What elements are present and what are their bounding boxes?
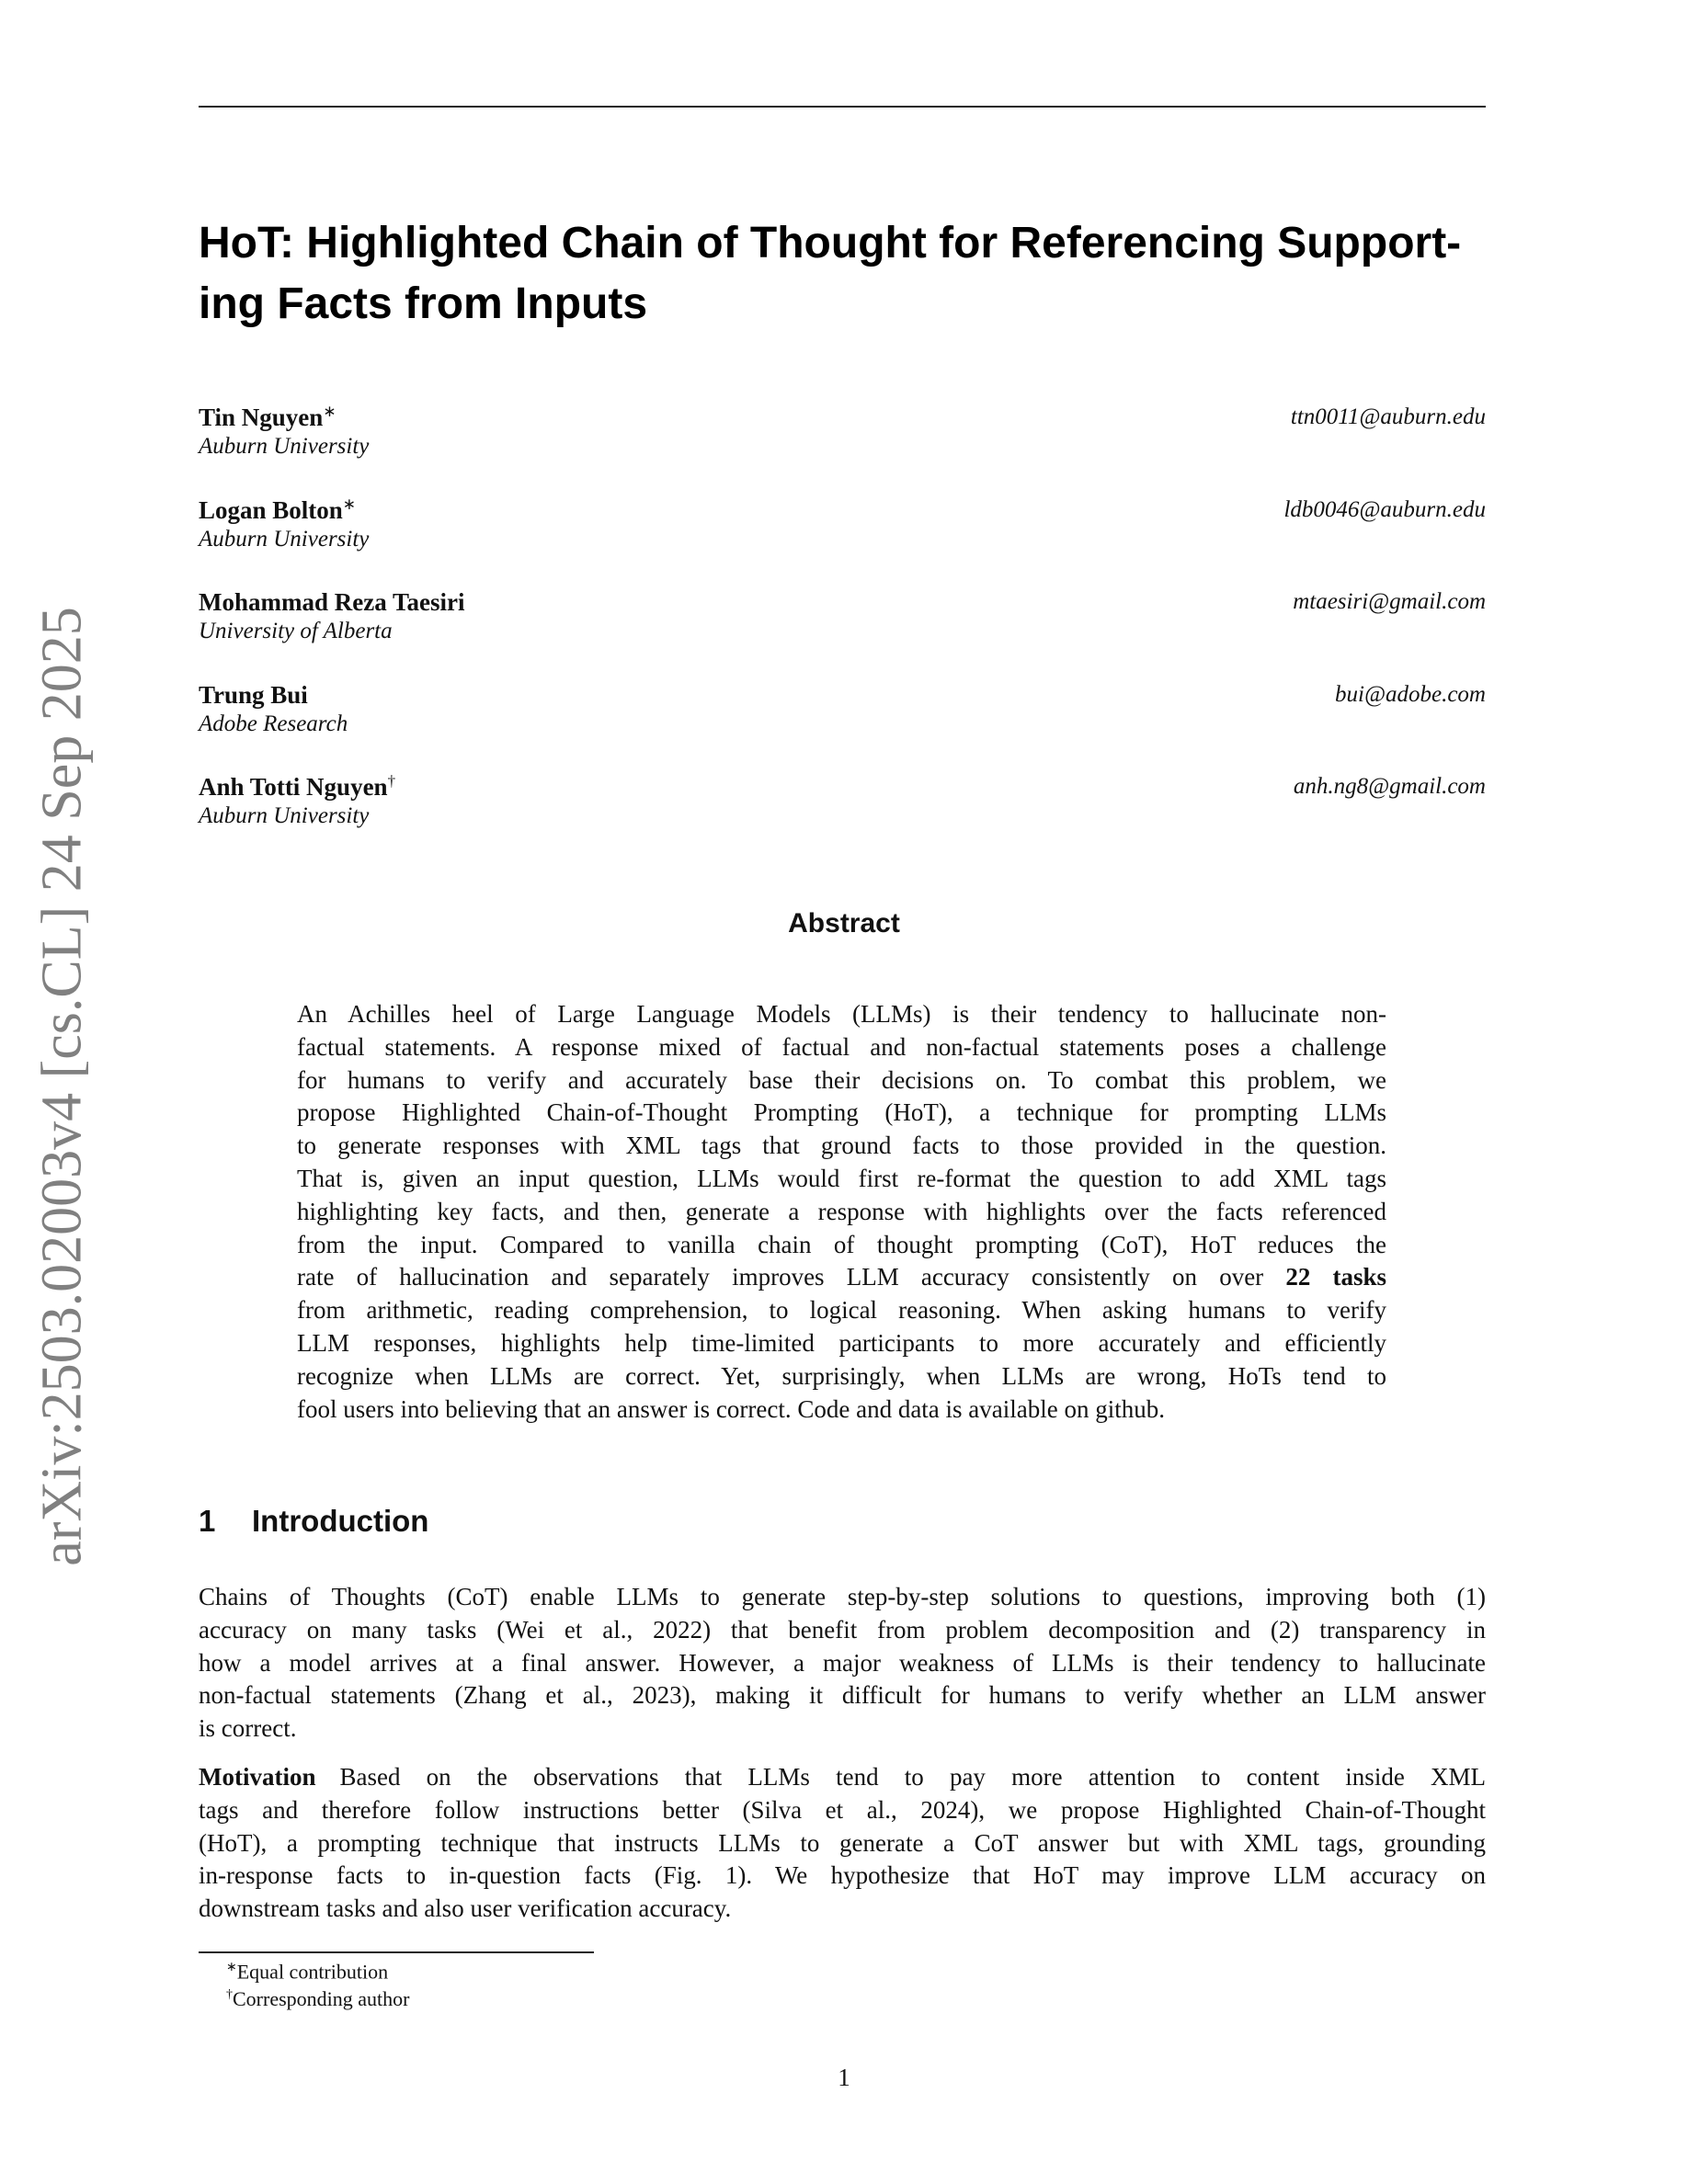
footnote	[226, 1987, 409, 2011]
author-mark: †	[387, 772, 396, 790]
author-name	[199, 403, 336, 432]
author-name	[199, 772, 395, 802]
abstract-line: recognize when LLMs are correct. Yet, surprisingly, when LLMs are wrong, HoTs tend to	[297, 1361, 1386, 1390]
author-block	[199, 680, 1486, 745]
page-number: 1	[838, 2064, 850, 2091]
author-email[interactable]: mtaesiri@gmail.com	[1293, 589, 1486, 614]
intro-line: accuracy on many tasks (Wei et al., 2022) that benefit from problem decomposition and (2) transparency in	[199, 1615, 1486, 1644]
footnote-mark: ∗	[226, 1961, 237, 1974]
author-affiliation: Adobe Research	[199, 711, 348, 736]
abstract-line: for humans to verify and accurately base their decisions on. To combat this problem, we	[297, 1065, 1386, 1094]
paper-title	[199, 213, 1495, 335]
motivation-label: Motivation	[199, 1763, 316, 1791]
motivation-line	[199, 1761, 1486, 1794]
author-name-text: Anh Totti Nguyen	[199, 773, 388, 801]
author-affiliation: Auburn University	[199, 434, 370, 459]
abstract-line	[297, 1261, 1386, 1294]
author-block	[199, 772, 1486, 836]
author-name	[199, 587, 465, 617]
abstract-line: from the input. Compared to vanilla chain of thought prompting (CoT), HoT reduces the	[297, 1230, 1386, 1258]
intro-line: is correct.	[199, 1714, 297, 1743]
author-affiliation: Auburn University	[199, 803, 370, 828]
author-block	[199, 587, 1486, 652]
abstract-line: That is, given an input question, LLMs would first re-format the question to add XML tags	[297, 1164, 1386, 1192]
motivation-line: downstream tasks and also user verification accuracy.	[199, 1894, 732, 1923]
abstract-body	[297, 998, 1386, 1426]
footnote-mark: †	[226, 1987, 233, 2002]
author-name	[199, 495, 356, 525]
author-email[interactable]: ldb0046@auburn.edu	[1283, 496, 1486, 522]
abstract-line: propose Highlighted Chain-of-Thought Prompting (HoT), a technique for prompting LLMs	[297, 1098, 1386, 1127]
abstract-line: to generate responses with XML tags that ground facts to those provided in the question.	[297, 1132, 1386, 1160]
abstract-line: An Achilles heel of Large Language Models (LLMs) is their tendency to hallucinate non-	[297, 1000, 1386, 1028]
author-name-text: Logan Bolton	[199, 495, 343, 524]
abstract-heading: Abstract	[788, 908, 900, 938]
author-affiliation: Auburn University	[199, 526, 370, 552]
intro-line: Chains of Thoughts (CoT) enable LLMs to generate step-by-step solutions to questions, improving both (1)	[199, 1583, 1486, 1610]
motivation-text: Based on the observations that LLMs tend to pay more attention to content inside XML	[339, 1763, 1486, 1791]
abstract-line: from arithmetic, reading comprehension, to logical reasoning. When asking humans to verify	[297, 1296, 1386, 1325]
author-block	[199, 403, 1486, 467]
intro-paragraph	[199, 1581, 1486, 1746]
intro-line: non-factual statements (Zhang et al., 2023), making it difficult for humans to verify whether an LLM answer	[199, 1681, 1486, 1710]
author-mark: ∗	[323, 403, 336, 420]
abstract-text: rate of hallucination and separately improves LLM accuracy consistently on over	[297, 1263, 1286, 1291]
abstract-line: LLM responses, highlights help time-limited participants to more accurately and efficiently	[297, 1328, 1386, 1357]
author-mark: ∗	[342, 495, 357, 513]
author-block	[199, 495, 1486, 560]
author-name	[199, 680, 308, 710]
author-affiliation: University of Alberta	[199, 619, 393, 643]
author-email[interactable]: ttn0011@auburn.edu	[1290, 404, 1486, 429]
title-line: ing Facts from Inputs	[199, 279, 648, 328]
abstract-line: highlighting key facts, and then, generate a response with highlights over the facts referenced	[297, 1197, 1386, 1225]
title-line: HoT: Highlighted Chain of Thought for Referencing Support-	[199, 219, 1462, 267]
author-name-text: Trung Bui	[199, 680, 308, 709]
footnote	[226, 1960, 388, 1984]
motivation-line: tags and therefore follow instructions better (Silva et al., 2024), we propose Highlighted Chain-of-Thought	[199, 1795, 1486, 1824]
motivation-paragraph	[199, 1761, 1486, 1926]
author-email[interactable]: bui@adobe.com	[1335, 681, 1486, 707]
section-heading-introduction	[199, 1504, 428, 1539]
abstract-line: factual statements. A response mixed of factual and non-factual statements poses a challenge	[297, 1032, 1386, 1061]
section-title: Introduction	[252, 1504, 429, 1538]
author-name-text: Tin Nguyen	[199, 404, 324, 431]
footnote-text: Equal contribution	[236, 1960, 389, 1984]
intro-line: how a model arrives at a final answer. However, a major weakness of LLMs is their tendency to hallucinate	[199, 1648, 1486, 1677]
author-name-text: Mohammad Reza Taesiri	[199, 588, 465, 616]
arxiv-stamp: arXiv:2503.02003v4 [cs.CL] 24 Sep 2025	[30, 607, 94, 1566]
footnote-rule	[199, 1951, 594, 1953]
motivation-line: in-response facts to in-question facts (Fig. 1). We hypothesize that HoT may improve LLM accuracy on	[199, 1861, 1486, 1890]
author-email[interactable]: anh.ng8@gmail.com	[1293, 774, 1486, 799]
emphasis-22-tasks: 22 tasks	[1285, 1263, 1386, 1291]
motivation-line: (HoT), a prompting technique that instructs LLMs to generate a CoT answer but with XML tags, grounding	[199, 1828, 1486, 1857]
top-rule	[199, 106, 1486, 108]
section-number: 1	[199, 1504, 216, 1538]
abstract-line: fool users into believing that an answer is correct. Code and data is available on github.	[297, 1394, 1165, 1423]
footnote-text: Corresponding author	[233, 1987, 410, 2010]
